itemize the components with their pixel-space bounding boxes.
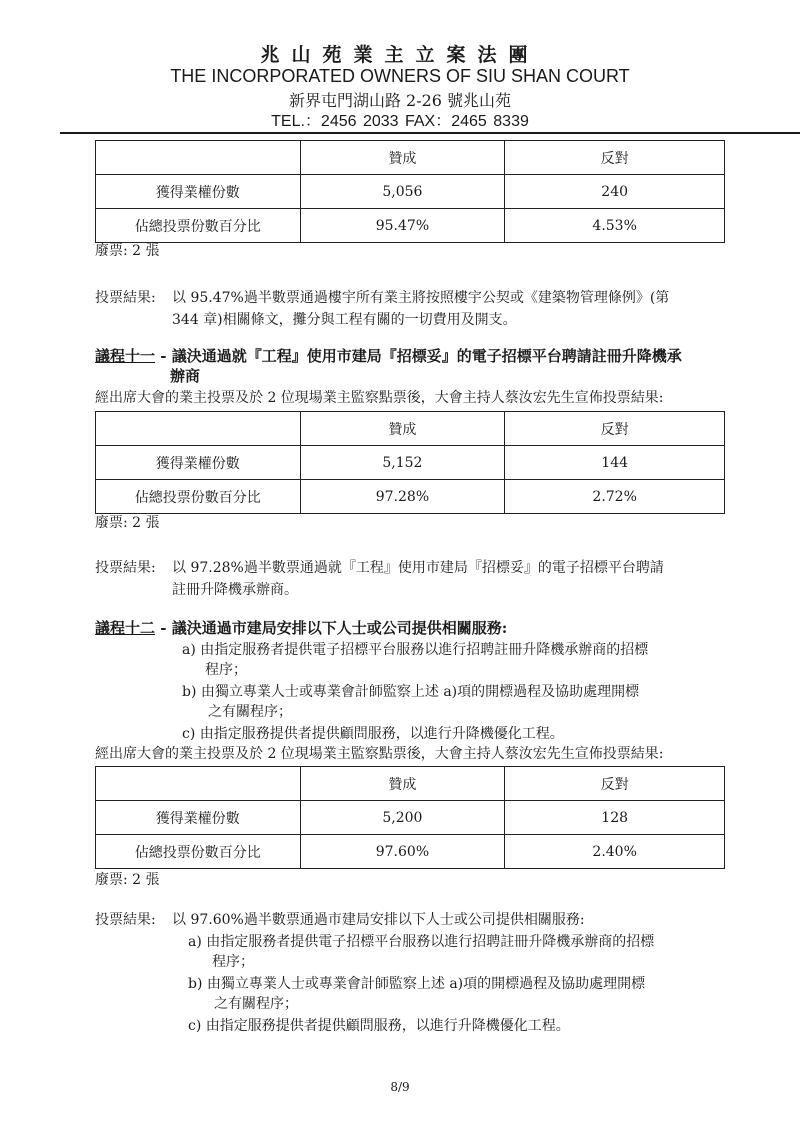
- result-label-12: 投票結果:: [95, 912, 156, 928]
- agenda-11-heading: [95, 346, 682, 366]
- table-row: [96, 446, 725, 480]
- agenda-11-title-line1: 議決通過就『工程』使用市建局『招標妥』的電子招標平台聘請註冊升降機承: [171, 347, 682, 365]
- header-for: 贊成: [300, 767, 505, 801]
- shares-for: 5,152: [300, 446, 505, 480]
- page-number: 8/9: [390, 1080, 410, 1094]
- percent-for: 97.60%: [300, 835, 505, 869]
- header-for: 贊成: [300, 412, 505, 446]
- result-12-item-a-line1: a) 由指定服務者提供電子招標平台服務以進行招聘註冊升降機承辦商的招標: [188, 934, 655, 950]
- row-label-percent: 佔總投票份數百分比: [96, 209, 301, 243]
- table-row: [96, 480, 725, 514]
- vote-table-agenda-11: [95, 411, 725, 514]
- void-ballots-12: 廢票: 2 張: [95, 872, 160, 888]
- table-row: [96, 835, 725, 869]
- row-label-percent: 佔總投票份數百分比: [96, 835, 301, 869]
- table-corner-cell: [96, 767, 301, 801]
- shares-for: 5,200: [300, 801, 505, 835]
- table-row: [96, 801, 725, 835]
- agenda-12-title: 議決通過市建局安排以下人士或公司提供相關服務:: [171, 619, 508, 637]
- table-row: [96, 209, 725, 243]
- result-text-10-line1: 以 95.47%過半數票通過樓宇所有業主將按照樓宇公契或《建築物管理條例》(第: [172, 290, 670, 306]
- agenda-11-dash: -: [155, 347, 172, 365]
- table-header-row: [96, 767, 725, 801]
- row-label-shares: 獲得業權份數: [96, 175, 301, 209]
- table-header-row: [96, 141, 725, 175]
- header-against: 反對: [505, 412, 725, 446]
- percent-against: 4.53%: [505, 209, 725, 243]
- result-12-item-b-line2: 之有關程序；: [214, 996, 298, 1012]
- table-corner-cell: [96, 141, 301, 175]
- row-label-percent: 佔總投票份數百分比: [96, 480, 301, 514]
- result-text-11-line1: 以 97.28%過半數票通過就『工程』使用市建局『招標妥』的電子招標平台聘請: [172, 560, 664, 576]
- header-against: 反對: [505, 141, 725, 175]
- table-header-row: [96, 412, 725, 446]
- agenda-12-item-b-line1: b) 由獨立專業人士或專業會計師監察上述 a)項的開標過程及協助處理開標: [182, 684, 640, 700]
- table-corner-cell: [96, 412, 301, 446]
- org-contact: TEL.：2456 2033 FAX：2465 8339: [271, 113, 529, 130]
- result-12-item-c-line1: c) 由指定服務提供者提供顧問服務，以進行升降機優化工程。: [188, 1018, 570, 1034]
- percent-against: 2.40%: [505, 835, 725, 869]
- agenda-12-item-a-line1: a) 由指定服務者提供電子招標平台服務以進行招聘註冊升降機承辦商的招標: [182, 642, 649, 658]
- result-text-10-line2: 344 章)相關條文，攤分與工程有關的一切費用及開支。: [172, 312, 517, 328]
- result-12-item-b-line1: b) 由獨立專業人士或專業會計師監察上述 a)項的開標過程及協助處理開標: [188, 976, 646, 992]
- result-label-10: 投票結果:: [95, 290, 156, 306]
- agenda-12-item-c-line1: c) 由指定服務提供者提供顧問服務，以進行升降機優化工程。: [182, 726, 564, 742]
- shares-against: 128: [505, 801, 725, 835]
- header-for: 贊成: [300, 141, 505, 175]
- agenda-12-intro: 經出席大會的業主投票及於 2 位現場業主監察點票後，大會主持人蔡汝宏先生宣佈投票結果:: [95, 746, 664, 762]
- result-text-12-line1: 以 97.60%過半數票通過市建局安排以下人士或公司提供相關服務:: [172, 912, 585, 928]
- org-title-english: THE INCORPORATED OWNERS OF SIU SHAN COURT: [170, 66, 630, 86]
- result-12-item-a-line2: 程序；: [212, 954, 254, 970]
- result-label-11: 投票結果:: [95, 560, 156, 576]
- percent-against: 2.72%: [505, 480, 725, 514]
- shares-against: 240: [505, 175, 725, 209]
- row-label-shares: 獲得業權份數: [96, 446, 301, 480]
- shares-against: 144: [505, 446, 725, 480]
- agenda-12-label: 議程十二: [95, 619, 156, 637]
- vote-table-agenda-10: [95, 140, 725, 243]
- agenda-11-intro: 經出席大會的業主投票及於 2 位現場業主監察點票後，大會主持人蔡汝宏先生宣佈投票結果:: [95, 390, 664, 406]
- header-divider: [60, 132, 800, 134]
- agenda-12-heading: [95, 618, 507, 638]
- void-ballots-11: 廢票: 2 張: [95, 515, 160, 531]
- org-title-chinese: 兆山苑業主立案法團: [260, 44, 540, 66]
- agenda-12-item-b-line2: 之有關程序；: [208, 704, 292, 720]
- percent-for: 95.47%: [300, 209, 505, 243]
- agenda-12-dash: -: [155, 619, 172, 637]
- agenda-12-item-a-line2: 程序；: [205, 662, 247, 678]
- row-label-shares: 獲得業權份數: [96, 801, 301, 835]
- percent-for: 97.28%: [300, 480, 505, 514]
- agenda-11-label: 議程十一: [95, 347, 156, 365]
- vote-table-agenda-12: [95, 766, 725, 869]
- table-row: [96, 175, 725, 209]
- result-text-11-line2: 註冊升降機承辦商。: [172, 582, 298, 598]
- void-ballots-10: 廢票: 2 張: [95, 243, 160, 259]
- agenda-11-title-line2: 辦商: [170, 367, 201, 385]
- header-against: 反對: [505, 767, 725, 801]
- org-address: 新界屯門湖山路 2-26 號兆山苑: [288, 91, 512, 110]
- shares-for: 5,056: [300, 175, 505, 209]
